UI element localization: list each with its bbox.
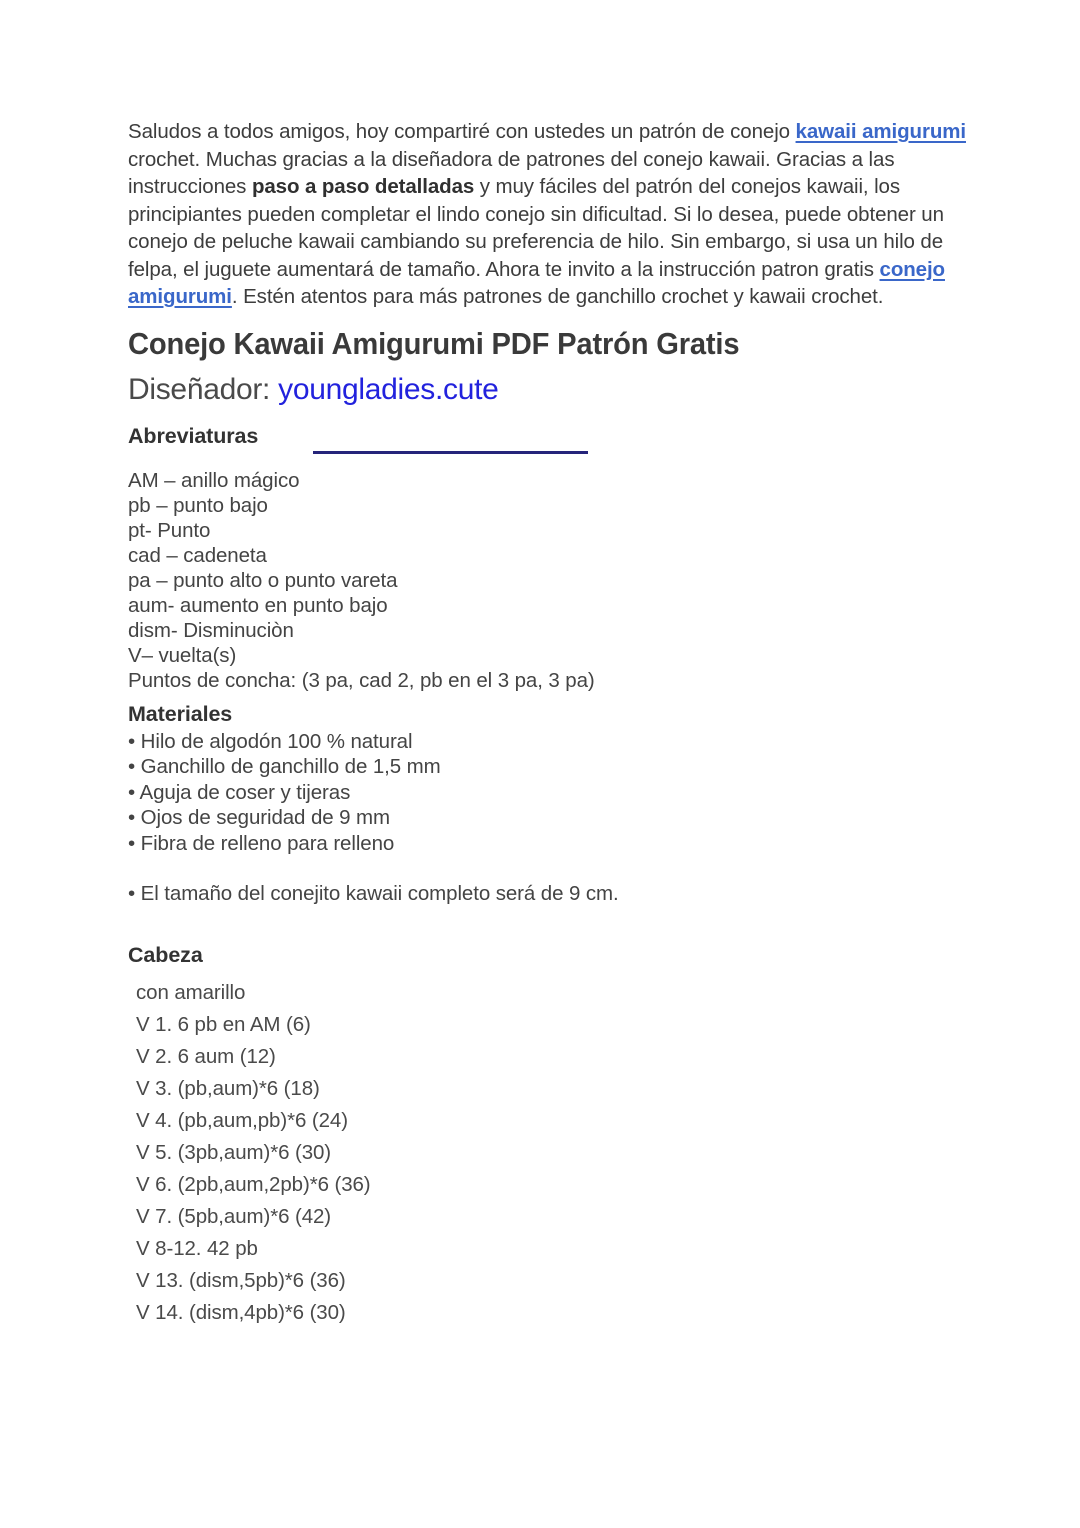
list-item: V 13. (dism,5pb)*6 (36) [136, 1268, 346, 1292]
list-item: pa – punto alto o punto vareta [128, 568, 398, 592]
list-item: V 1. 6 pb en AM (6) [136, 1012, 311, 1036]
abbreviations-heading-row [128, 424, 978, 454]
cabeza-pattern-list [128, 977, 978, 1329]
materials-list [128, 729, 978, 857]
designer-label: Diseñador: [128, 372, 271, 406]
list-item: • Ganchillo de ganchillo de 1,5 mm [128, 755, 441, 778]
intro-text-1: Saludos a todos amigos, hoy compartiré con ustedes un patrón de conejo [128, 120, 796, 143]
list-item: pb – punto bajo [128, 493, 268, 517]
list-item: dism- Disminuciòn [128, 618, 294, 642]
color-note: con amarillo [136, 980, 246, 1004]
intro-text-4: . Estén atentos para más patrones de ganchillo crochet y kawaii crochet. [231, 285, 884, 308]
list-item: aum- aumento en punto bajo [128, 593, 388, 617]
list-item: V 3. (pb,aum)*6 (18) [136, 1076, 320, 1100]
list-item: V 2. 6 aum (12) [136, 1044, 276, 1068]
list-item: V 5. (3pb,aum)*6 (30) [136, 1140, 332, 1164]
link-kawaii-amigurumi[interactable]: kawaii amigurumi [795, 120, 966, 143]
designer-link[interactable]: youngladies.cute [278, 372, 499, 406]
list-item: V 4. (pb,aum,pb)*6 (24) [136, 1108, 348, 1132]
cabeza-heading: Cabeza [128, 942, 203, 967]
intro-paragraph [128, 118, 966, 311]
list-item: cad – cadeneta [128, 543, 267, 567]
list-item: V 8-12. 42 pb [136, 1236, 258, 1260]
materials-heading: Materiales [128, 701, 233, 726]
intro-bold-paso-a-paso: paso a paso detalladas [251, 175, 475, 198]
list-item: • Ojos de seguridad de 9 mm [128, 806, 390, 829]
abbreviations-list [128, 468, 978, 693]
intro-text-2: crochet. Muchas gracias a la diseñadora de patrones del conejo kawaii. Gracias a las instrucciones [128, 147, 895, 198]
list-item: AM – anillo mágico [128, 468, 300, 492]
list-item: V– vuelta(s) [128, 643, 237, 667]
document-content [128, 118, 978, 1329]
page-title: Conejo Kawaii Amigurumi PDF Patrón Gratis [128, 325, 740, 361]
link-conejo-amigurumi[interactable]: conejo amigurumi [128, 257, 945, 308]
list-item: • Fibra de relleno para relleno [128, 831, 395, 855]
list-item: • Hilo de algodón 100 % natural [128, 729, 413, 753]
list-item: V 7. (5pb,aum)*6 (42) [136, 1204, 332, 1228]
list-item: V 14. (dism,4pb)*6 (30) [136, 1300, 346, 1324]
designer-line [128, 370, 978, 410]
list-item: pt- Punto [128, 518, 211, 542]
list-item: V 6. (2pb,aum,2pb)*6 (36) [136, 1172, 371, 1196]
divider-rule [313, 451, 588, 454]
list-item: • Aguja de coser y tijeras [128, 780, 351, 804]
intro-text-3: y muy fáciles del patrón del conejos kawaii, los principiantes pueden completar el lindo conejo sin dificultad. Si lo desea, puede obtener un conejo de peluche kawaii cambiando su preferencia de hilo. Sin embargo, si usa un hilo de felpa, el juguete aumentará de tamaño. Ahora te invito a la instrucción patron gratis [128, 175, 944, 281]
abbreviations-heading: Abreviaturas [128, 423, 259, 448]
size-note: • El tamaño del conejito kawaii completo será de 9 cm. [128, 882, 619, 905]
list-item: Puntos de concha: (3 pa, cad 2, pb en el 3 pa, 3 pa) [128, 668, 595, 692]
